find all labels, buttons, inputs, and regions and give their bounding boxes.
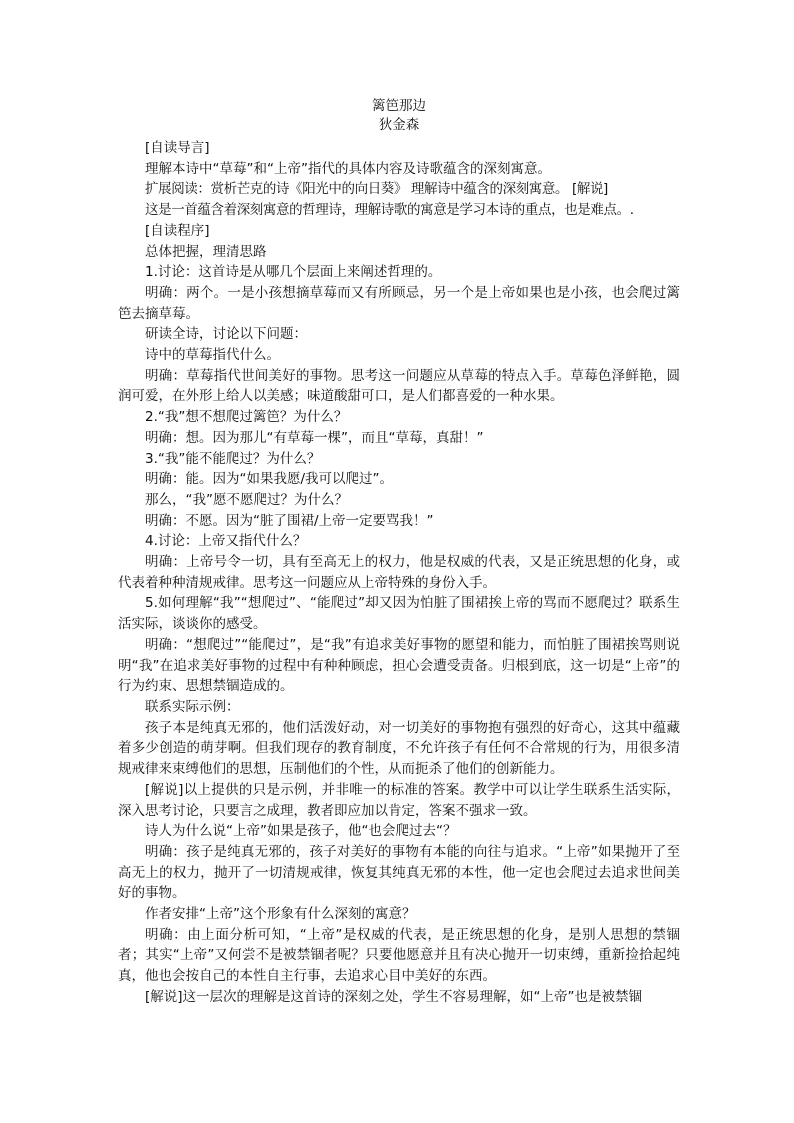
paragraph: 明确：由上面分析可知，“上帝”是权威的代表，是正统思想的化身，是别人思想的禁锢者；其实“上帝”又何尝不是被禁锢者呢？只要他愿意并且有决心抛开一切束缚，重新捡拾起纯真，他也会按自己的本性自主行事，去追求心目中美好的东西。	[118, 926, 680, 985]
paragraph: 2.“我”想不想爬过篱笆？为什么？	[145, 409, 348, 426]
paragraph: 作者安排“上帝”这个形象有什么深刻的寓意？	[145, 906, 416, 923]
paragraph: 明确：“想爬过”“能爬过”，是“我”有追求美好事物的愿望和能力，而怕脏了围裙挨骂则说明“我”在追求美好事物的过程中有种种顾虑，担心会遭受责备。归根到底，这一切是“上帝”的行为约束、思想禁锢造成的。	[118, 636, 680, 695]
document-page	[118, 97, 680, 1008]
paragraph: 明确：上帝号令一切，具有至高无上的权力，他是权威的代表，又是正统思想的化身，或代表着种种清规戒律。思考这一问题应从上帝特殊的身份入手。	[118, 554, 680, 591]
paragraph: 联系实际示例：	[145, 698, 240, 715]
paragraph: 5.如何理解“我”“想爬过”、“能爬过”却又因为怕脏了围裙挨上帝的骂而不愿爬过？联系生活实际，谈谈你的感受。	[118, 595, 680, 633]
section-heading: [自读程序]	[145, 222, 210, 239]
paragraph: 明确：两个。一是小孩想摘草莓而又有所顾忌，另一个是上帝如果也是小孩，也会爬过篱笆去摘草莓。	[118, 284, 680, 322]
poem-title: 篱笆那边	[372, 98, 426, 114]
section-heading: [自读导言]	[145, 140, 210, 156]
poem-author: 狄金森	[378, 117, 420, 133]
paragraph: 总体把握，理清思路	[145, 243, 267, 260]
paragraph: 诗人为什么说“上帝”如果是孩子，他“也会爬过去“？	[145, 823, 457, 840]
paragraph: 明确：能。因为“如果我愿/我可以爬过”。	[145, 471, 394, 488]
paragraph: 明确：不愿。因为“脏了围裙/上帝一定要骂我！”	[145, 512, 434, 529]
paragraph: 研读全诗，讨论以下问题：	[145, 326, 307, 343]
paragraph: 诗中的草莓指代什么。	[145, 347, 280, 364]
paragraph: 那么，“我”愿不愿爬过？为什么？	[145, 491, 348, 508]
paragraph: 明确：孩子是纯真无邪的，孩子对美好的事物有本能的向往与追求。“上帝”如果抛开了至高无上的权力，抛开了一切清规戒律，恢复其纯真无邪的本性，他一定也会爬过去追求世间美好的事物。	[118, 843, 680, 902]
paragraph: 明确：草莓指代世间美好的事物。思考这一问题应从草莓的特点入手。草莓色泽鲜艳，圆润可爱，在外形上给人以美感；味道酸甜可口，是人们都喜爱的一种水果。	[118, 367, 680, 405]
paragraph: 扩展阅读：赏析芒克的诗《阳光中的向日葵》 理解诗中蕴含的深刻寓意。 [解说]	[145, 181, 608, 198]
paragraph: 理解本诗中“草莓”和“上帝”指代的具体内容及诗歌蕴含的深刻寓意。	[145, 160, 551, 177]
paragraph: [解说]以上提供的只是示例，并非唯一的标准的答案。教学中可以让学生联系生活实际，深入思考讨论，只要言之成理，教者即应加以肯定，答案不强求一致。	[118, 781, 680, 819]
paragraph: 3.“我”能不能爬过？为什么？	[145, 450, 321, 467]
paragraph: 孩子本是纯真无邪的，他们活泼好动，对一切美好的事物抱有强烈的好奇心，这其中蕴藏着多少创造的萌芽啊。但我们现存的教育制度，不允许孩子有任何不合常规的行为，用很多清规戒律来束缚他们的思想，压制他们的个性，从而扼杀了他们的创新能力。	[118, 719, 680, 778]
paragraph: [解说]这一层次的理解是这首诗的深刻之处，学生不容易理解，如“上帝”也是被禁锢	[145, 988, 643, 1005]
paragraph: 明确：想。因为那儿“有草莓一棵”，而且“草莓，真甜！”	[145, 429, 484, 446]
paragraph: 1.讨论：这首诗是从哪几个层面上来阐述哲理的。	[145, 264, 442, 281]
paragraph: 4.讨论：上帝又指代什么？	[145, 533, 307, 550]
paragraph: 这是一首蕴含着深刻寓意的哲理诗，理解诗歌的寓意是学习本诗的重点，也是难点。.	[145, 202, 634, 219]
